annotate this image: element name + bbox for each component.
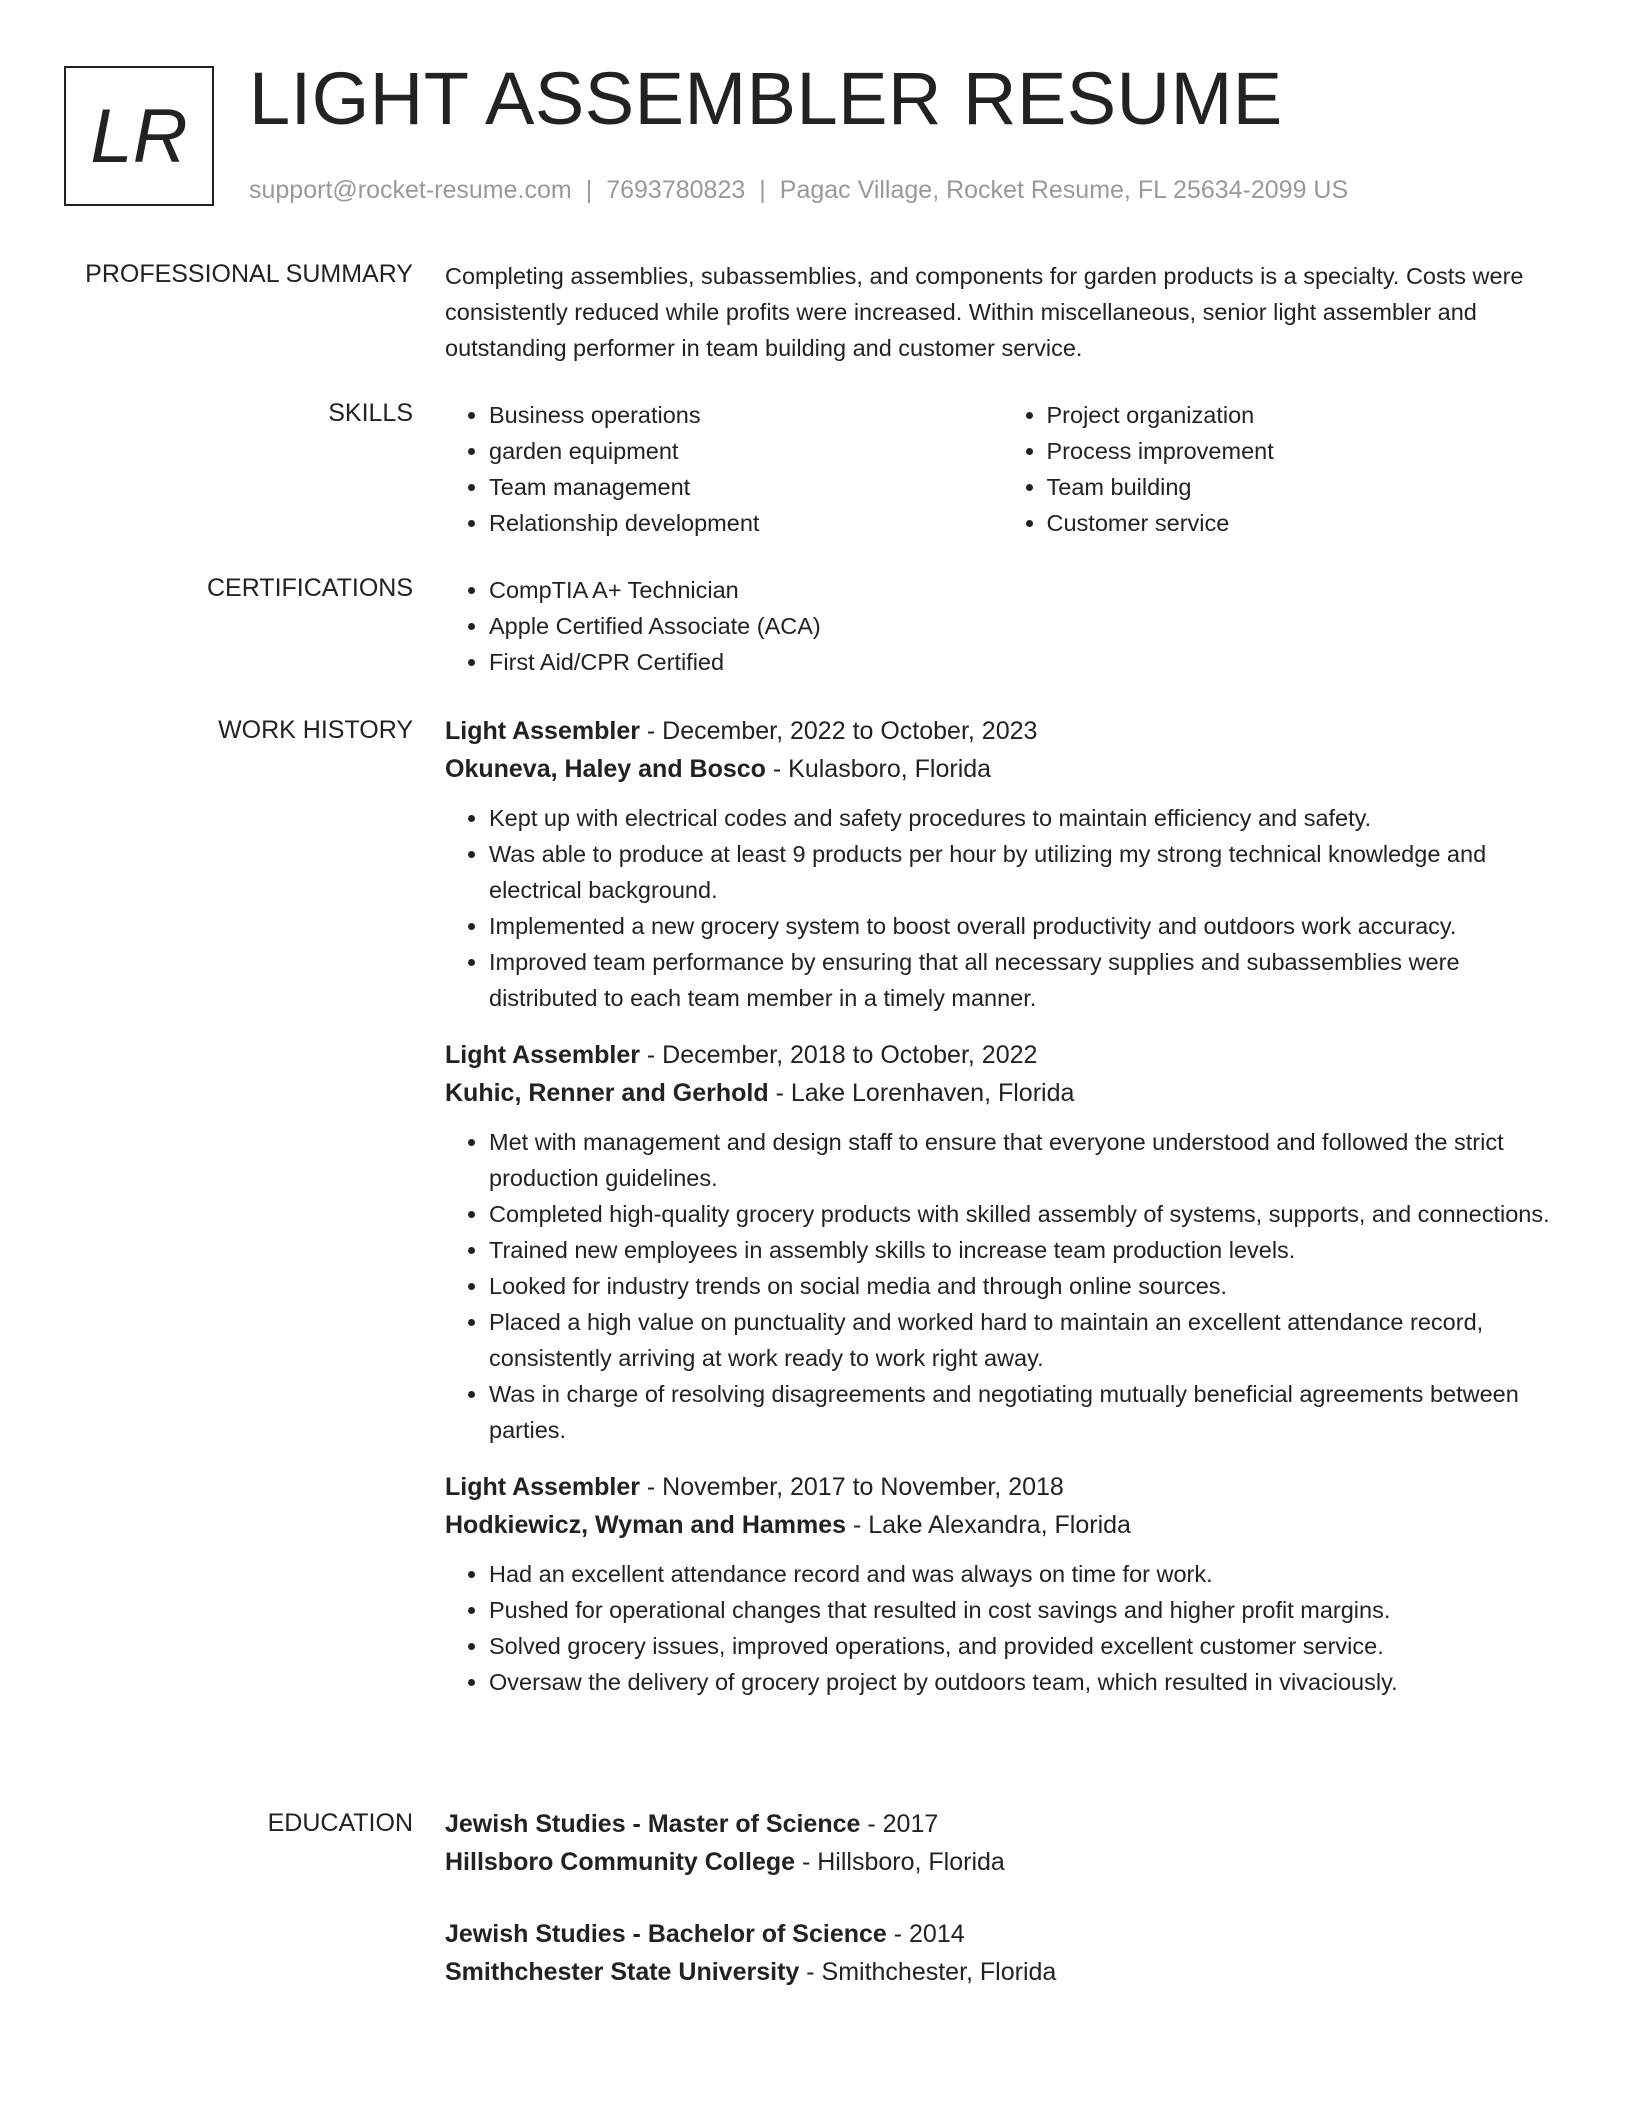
certifications-list-wrap: [445, 572, 1560, 680]
job-bullet: • Trained new employees in assembly skills to increase team production levels.: [489, 1232, 1560, 1268]
monogram-logo: LR: [64, 66, 214, 206]
job-entry: [445, 1468, 1560, 1700]
section-label-education: EDUCATION: [267, 1809, 413, 1837]
job-dates: November, 2017 to November, 2018: [662, 1473, 1064, 1501]
job-entry: [445, 1036, 1560, 1448]
job-location: Kulasboro, Florida: [788, 755, 992, 783]
contact-email[interactable]: support@rocket-resume.com: [249, 176, 572, 204]
certification-item: • First Aid/CPR Certified: [489, 644, 1560, 680]
job-company-line: [445, 1074, 1560, 1112]
job-title-line: [445, 1468, 1560, 1506]
dash: -: [768, 1079, 791, 1107]
contact-line: [249, 176, 1348, 205]
summary-text: Completing assemblies, subassemblies, and components for garden products is a specialty. Costs were consistently reduced while profits were increased. Within miscellaneous, senior light assembler and outstanding performer in team building and customer service.: [445, 263, 1524, 361]
contact-separator: |: [759, 176, 766, 204]
skill-item: • Team management: [489, 469, 1003, 505]
job-bullet: • Placed a high value on punctuality and worked hard to maintain an excellent attendance record, consistently arriving at work ready to work right away.: [489, 1304, 1560, 1376]
education-entry: [445, 1805, 1560, 1881]
skill-item: • Relationship development: [489, 505, 1003, 541]
job-bullets: [445, 1124, 1560, 1448]
job-dates: December, 2018 to October, 2022: [662, 1041, 1038, 1069]
education-location: Smithchester, Florida: [821, 1958, 1057, 1986]
dash: -: [795, 1848, 818, 1876]
job-bullets: [445, 1556, 1560, 1700]
dash: -: [846, 1511, 869, 1539]
job-dates: December, 2022 to October, 2023: [662, 717, 1038, 745]
certifications-list: [445, 572, 1560, 680]
job-bullet: • Solved grocery issues, improved operations, and provided excellent customer service.: [489, 1628, 1560, 1664]
dash: -: [639, 717, 663, 745]
job-bullet: • Was in charge of resolving disagreements and negotiating mutually beneficial agreements between parties.: [489, 1376, 1560, 1448]
certification-item: • CompTIA A+ Technician: [489, 572, 1560, 608]
education-degree-line: [445, 1805, 1560, 1843]
skills-lists: [445, 397, 1560, 541]
job-company: Kuhic, Renner and Gerhold: [445, 1079, 769, 1107]
job-bullet: • Pushed for operational changes that resulted in cost savings and higher profit margins.: [489, 1592, 1560, 1628]
job-company-line: [445, 750, 1560, 788]
job-bullet: • Improved team performance by ensuring that all necessary supplies and subassemblies were distributed to each team member in a timely manner.: [489, 944, 1560, 1016]
skill-item: • Business operations: [489, 397, 1003, 433]
education-school-line: [445, 1953, 1560, 1991]
education-degree-line: [445, 1915, 1560, 1953]
dash: -: [799, 1958, 822, 1986]
job-bullet: • Looked for industry trends on social media and through online sources.: [489, 1268, 1560, 1304]
education-entry: [445, 1915, 1560, 1991]
section-label-work-history: WORK HISTORY: [218, 716, 413, 744]
job-bullet: • Oversaw the delivery of grocery project by outdoors team, which resulted in vivaciously.: [489, 1664, 1560, 1700]
education-content: [445, 1805, 1560, 2025]
skill-item: • Project organization: [1047, 397, 1561, 433]
job-title: Light Assembler: [445, 717, 640, 745]
education-school: Smithchester State University: [445, 1958, 800, 1986]
work-history-content: [445, 712, 1560, 1720]
job-bullet: • Met with management and design staff to ensure that everyone understood and followed the strict production guidelines.: [489, 1124, 1560, 1196]
job-bullet: • Kept up with electrical codes and safety procedures to maintain efficiency and safety.: [489, 800, 1560, 836]
skill-item: • garden equipment: [489, 433, 1003, 469]
education-year: 2014: [909, 1920, 965, 1948]
job-title: Light Assembler: [445, 1473, 640, 1501]
skill-item: • Customer service: [1047, 505, 1561, 541]
skills-list-right: [1003, 397, 1561, 541]
job-company: Hodkiewicz, Wyman and Hammes: [445, 1511, 847, 1539]
page-title: LIGHT ASSEMBLER RESUME: [249, 57, 1283, 140]
education-school-line: [445, 1843, 1560, 1881]
job-bullet: • Completed high-quality grocery products with skilled assembly of systems, supports, and connections.: [489, 1196, 1560, 1232]
job-location: Lake Lorenhaven, Florida: [790, 1079, 1075, 1107]
education-degree: Jewish Studies - Bachelor of Science: [445, 1920, 887, 1948]
dash: -: [639, 1473, 663, 1501]
job-entry: [445, 712, 1560, 1016]
job-title: Light Assembler: [445, 1041, 640, 1069]
job-bullet: • Implemented a new grocery system to boost overall productivity and outdoors work accuracy.: [489, 908, 1560, 944]
job-company-line: [445, 1506, 1560, 1544]
contact-phone[interactable]: 7693780823: [606, 176, 746, 204]
section-label-summary: PROFESSIONAL SUMMARY: [85, 260, 413, 288]
job-location: Lake Alexandra, Florida: [868, 1511, 1131, 1539]
contact-separator: |: [585, 176, 593, 204]
dash: -: [886, 1920, 910, 1948]
education-year: 2017: [882, 1810, 939, 1838]
contact-address: Pagac Village, Rocket Resume, FL 25634-2099 US: [779, 176, 1349, 204]
education-degree: Jewish Studies - Master of Science: [445, 1810, 861, 1838]
job-title-line: [445, 712, 1560, 750]
section-label-skills: SKILLS: [328, 399, 413, 427]
education-location: Hillsboro, Florida: [817, 1848, 1005, 1876]
skill-item: • Team building: [1047, 469, 1561, 505]
job-title-line: [445, 1036, 1560, 1074]
job-bullet: • Was able to produce at least 9 products per hour by utilizing my strong technical knowledge and electrical background.: [489, 836, 1560, 908]
job-bullets: [445, 800, 1560, 1016]
skill-item: • Process improvement: [1047, 433, 1561, 469]
dash: -: [639, 1041, 663, 1069]
job-company: Okuneva, Haley and Bosco: [445, 755, 766, 783]
certification-item: • Apple Certified Associate (ACA): [489, 608, 1560, 644]
skills-list-left: [445, 397, 1003, 541]
job-bullet: • Had an excellent attendance record and was always on time for work.: [489, 1556, 1560, 1592]
dash: -: [860, 1810, 883, 1838]
education-school: Hillsboro Community College: [445, 1848, 796, 1876]
dash: -: [765, 755, 789, 783]
section-label-certifications: CERTIFICATIONS: [206, 574, 413, 602]
